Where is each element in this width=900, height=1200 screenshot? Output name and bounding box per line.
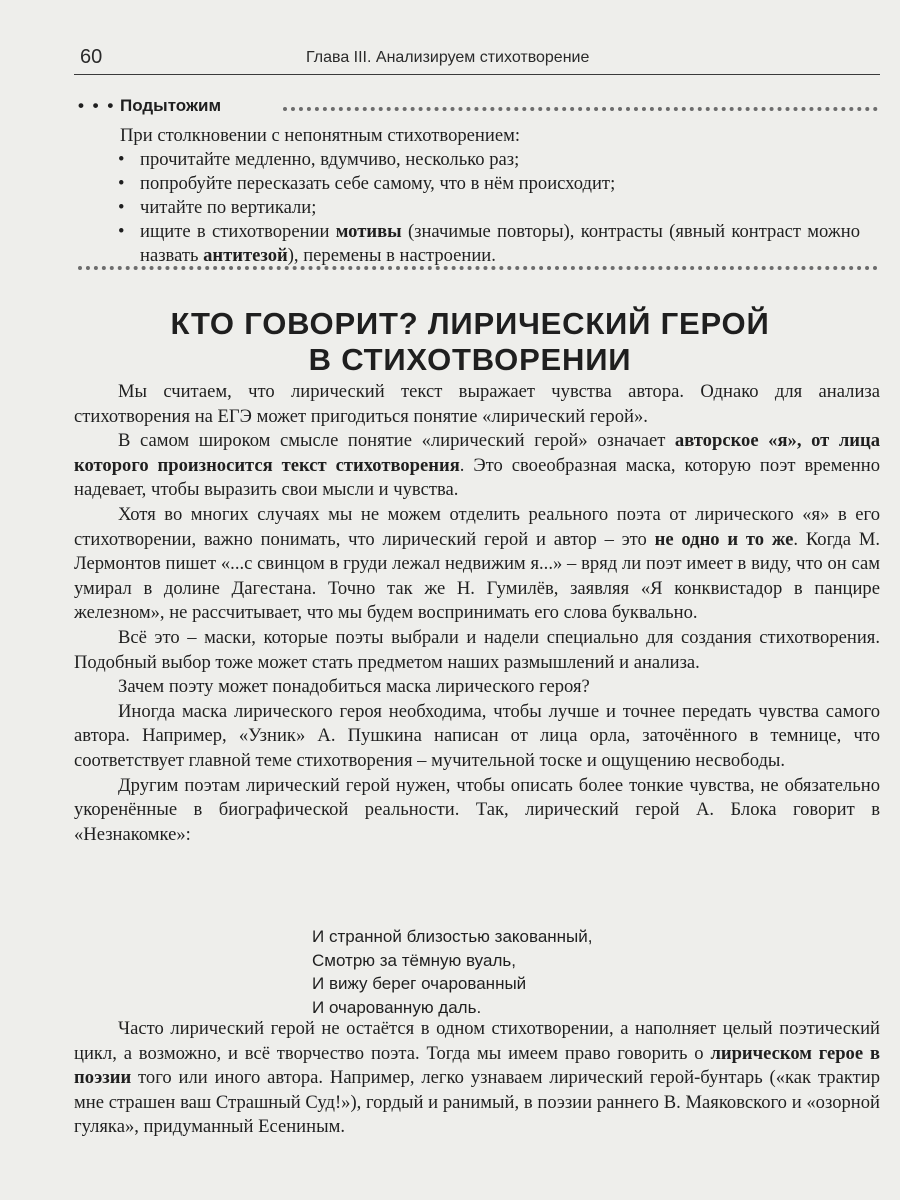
paragraph: Хотя во многих случаях мы не можем отделить реального поэта от лирического «я» в его стихотворении, важно понимать, что лирический герой и автор – это не одно и то же. Когда М. Лермонтов пишет «...с свинцом в груди лежал недвижим я...» – вряд ли поэт имеет в виду, что он сам умирал в долине Дагестана. Точно так же Н. Гумилёв, заявляя «Я конквистадор в панцире железном», не рассчитывает, что мы будем воспринимать его слова буквально.	[74, 503, 881, 624]
summary-item: • читайте по вертикали;	[120, 196, 860, 220]
summary-heading	[78, 96, 878, 118]
section-title: КТО ГОВОРИТ? ЛИРИЧЕСКИЙ ГЕРОЙ В СТИХОТВОРЕНИИ	[170, 306, 770, 377]
summary-intro: При столкновении с непонятным стихотворением:	[120, 125, 521, 146]
paragraph: Зачем поэту может понадобиться маска лирического героя?	[118, 676, 590, 698]
summary-item: • ищите в стихотворении мотивы (значимые повторы), контрасты (явный контраст можно назвать антитезой), перемены в настроении.	[120, 220, 860, 268]
paragraph: Всё это – маски, которые поэты выбрали и надели специально для создания стихотворения. Подобный выбор тоже может стать предметом наших размышлений и анализа.	[74, 626, 880, 673]
dotted-rule-top	[283, 107, 878, 111]
chapter-title: Глава III. Анализируем стихотворение	[306, 49, 590, 66]
poem-quote	[312, 925, 593, 1019]
paragraph: Мы считаем, что лирический текст выражает чувства автора. Однако для анализа стихотворения на ЕГЭ может пригодиться понятие «лирический герой».	[74, 381, 880, 427]
summary-lead-dots: • • •	[78, 96, 116, 115]
dotted-rule-bottom	[78, 266, 878, 270]
paragraph: Другим поэтам лирический герой нужен, чтобы описать более тонкие чувства, не обязательно укоренённые в биографической реальности. Так, лирический герой А. Блока говорит в «Незнакомке»:	[74, 774, 880, 845]
poem-line: Смотрю за тёмную вуаль,	[312, 950, 516, 970]
summary-item: • попробуйте пересказать себе самому, что в нём происходит;	[120, 172, 860, 196]
page-number: 60	[80, 46, 103, 68]
paragraph: Иногда маска лирического героя необходима, чтобы лучше и точнее передать чувства самого автора. Например, «Узник» А. Пушкина написан от лица орла, заточённого в темнице, что соответствует главной теме стихотворения – мучительной тоске и ощущению несвободы.	[74, 700, 880, 771]
poem-line: И очарованную даль.	[312, 997, 482, 1017]
summary-list	[120, 148, 860, 268]
summary-box	[120, 124, 860, 268]
poem-line: И вижу берег очарованный	[312, 974, 527, 993]
page-header	[74, 44, 880, 75]
paragraph: В самом широком смысле понятие «лирический герой» означает авторское «я», от лица которого произносится текст стихотворения. Это своеобразная маска, которую поэт временно надевает, чтобы выразить свои мысли и чувства.	[74, 430, 880, 501]
article-body	[74, 380, 880, 847]
summary-item: • прочитайте медленно, вдумчиво, несколько раз;	[120, 148, 860, 172]
summary-title: Подытожим	[120, 96, 222, 115]
poem-line: И странной близостью закованный,	[312, 927, 593, 946]
article-body-closing	[74, 1017, 880, 1140]
paragraph: Часто лирический герой не остаётся в одном стихотворении, а наполняет целый поэтический цикл, а возможно, и всё творчество поэта. Тогда мы имеем право говорить о лирическом герое в поэзии того или иного автора. Например, легко узнаваем лирический герой-бунтарь («как трактир мне страшен ваш Страшный Суд!»), гордый и ранимый, в поэзии раннего В. Маяковского и «озорной гуляка», придуманный Есениным.	[74, 1018, 880, 1138]
